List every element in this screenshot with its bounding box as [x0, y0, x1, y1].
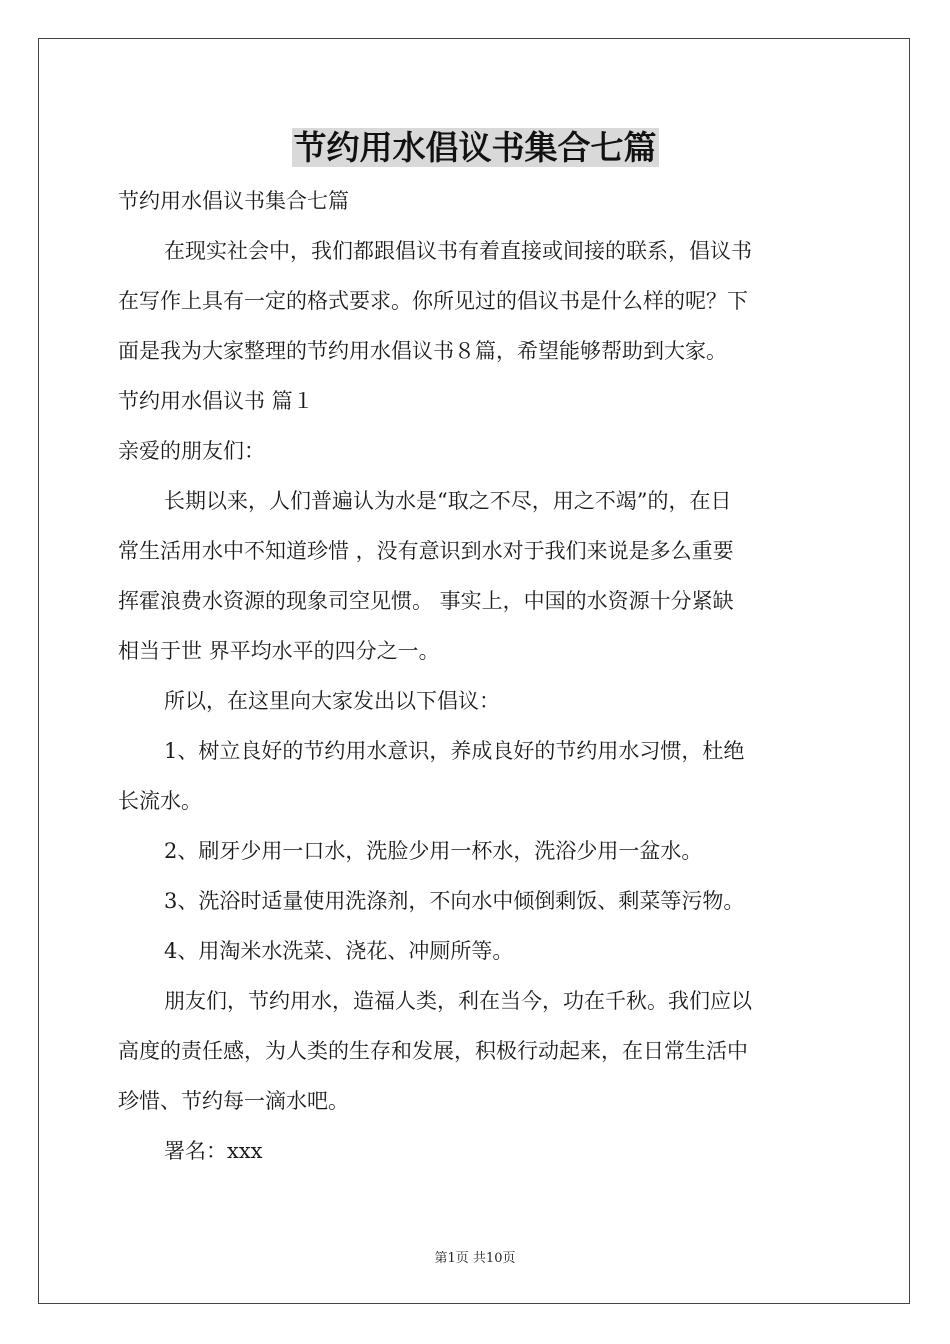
page-footer: 第1页 共10页: [434, 1251, 516, 1266]
body-line: 珍惜、节约每一滴水吧。: [118, 1089, 349, 1113]
salutation: 亲爱的朋友们：: [118, 439, 265, 463]
document-title-text: 节约用水倡议书集合七篇: [293, 128, 657, 167]
body-line: 在写作上具有一定的格式要求。你所见过的倡议书是什么样的呢？下: [118, 289, 748, 313]
body-line: 所以，在这里向大家发出以下倡议：: [164, 689, 500, 713]
body-line: 相当于世 界平均水平的四分之一。: [118, 639, 440, 663]
body-line: 常生活用水中不知道珍惜 ，没有意识到水对于我们来说是多么重要: [118, 539, 734, 563]
body-line: 面是我为大家整理的节约用水倡议书８篇，希望能够帮助到大家。: [118, 339, 727, 363]
list-item: 2、刷牙少用一口水，洗脸少用一杯水，洗浴少用一盆水。: [164, 839, 703, 863]
section-heading: 节约用水倡议书 篇１: [118, 389, 314, 413]
list-item: 4、用淘米水洗菜、浇花、冲厕所等。: [164, 939, 514, 963]
list-item-continuation: 长流水。: [118, 789, 202, 813]
document-title: [0, 126, 950, 170]
list-item: 3、洗浴时适量使用洗涤剂，不向水中倾倒剩饭、剩菜等污物。: [164, 889, 745, 913]
body-line: 高度的责任感，为人类的生存和发展，积极行动起来，在日常生活中: [118, 1039, 748, 1063]
body-line: 节约用水倡议书集合七篇: [118, 189, 349, 213]
body-line: 挥霍浪费水资源的现象司空见惯。 事实上，中国的水资源十分紧缺: [118, 589, 734, 613]
document-body: [118, 176, 834, 1176]
list-item: 1、树立良好的节约用水意识，养成良好的节约用水习惯，杜绝: [164, 739, 745, 763]
body-line: 长期以来，人们普遍认为水是“取之不尽，用之不竭”的，在日: [164, 489, 732, 513]
body-line: 朋友们，节约用水，造福人类，利在当今，功在千秋。我们应以: [164, 989, 752, 1013]
signature-line: 署名：xxx: [164, 1139, 263, 1163]
body-line: 在现实社会中，我们都跟倡议书有着直接或间接的联系，倡议书: [164, 239, 752, 263]
